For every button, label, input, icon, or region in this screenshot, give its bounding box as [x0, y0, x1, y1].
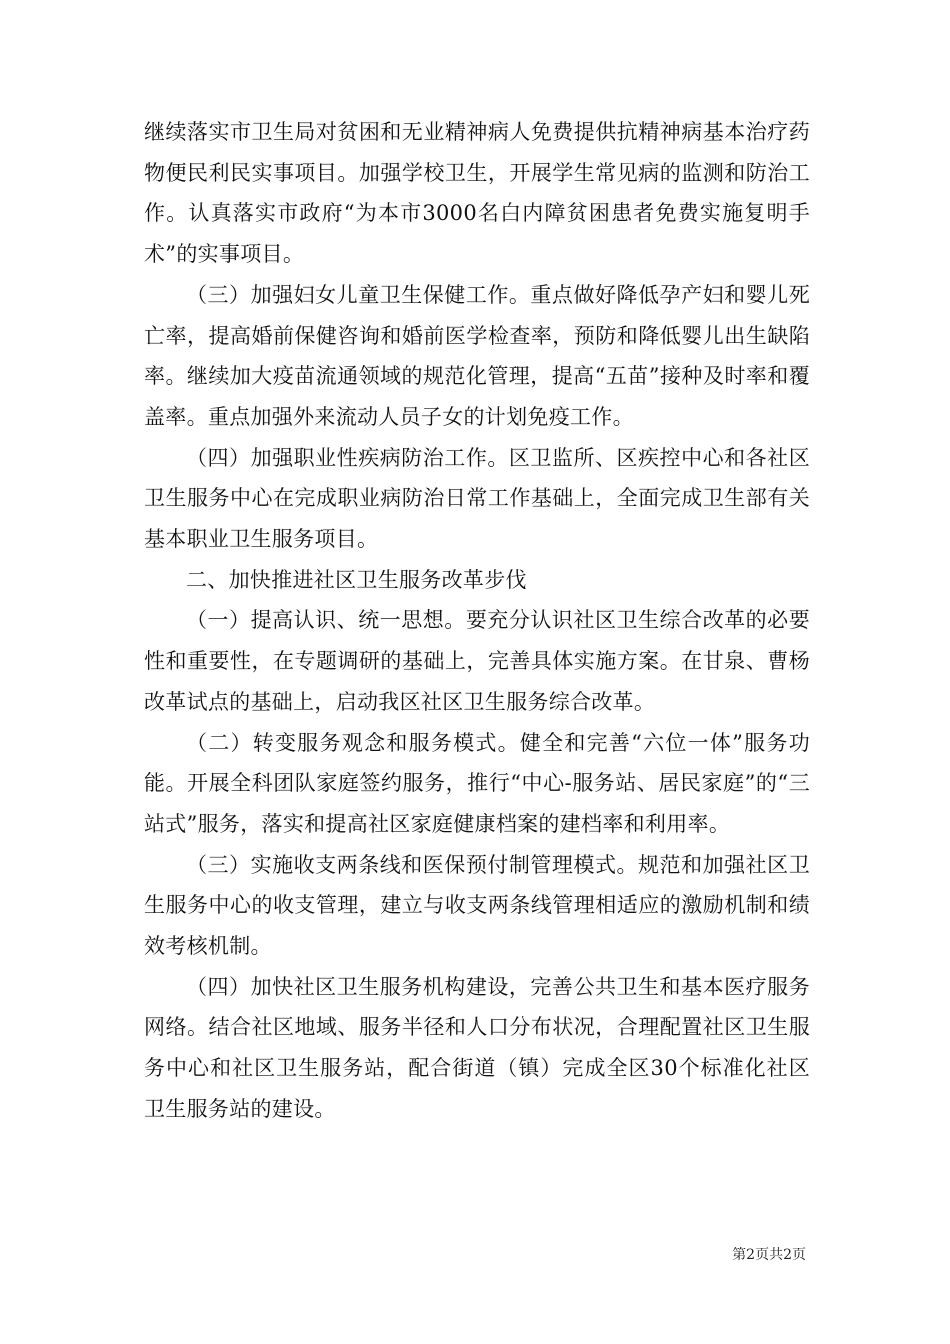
paragraph-occupational-disease: （四）加强职业性疾病防治工作。区卫监所、区疾控中心和各社区卫生服务中心在完成职业病防治日常工作基础上，全面完成卫生部有关基本职业卫生服务项目。: [144, 445, 810, 552]
document-body: [144, 112, 810, 1130]
paragraph-service-model: （二）转变服务观念和服务模式。健全和完善“六位一体”服务功能。开展全科团队家庭签约服务，推行“中心-服务站、居民家庭”的“三站式”服务，落实和提高社区家庭健康档案的建档率和利用率。: [144, 730, 810, 836]
section-heading-community-reform: 二、加快推进社区卫生服务改革步伐: [186, 567, 527, 592]
paragraph-institution-building: （四）加快社区卫生服务机构建设，完善公共卫生和基本医疗服务网络。结合社区地域、服务半径和人口分布状况，合理配置社区卫生服务中心和社区卫生服务站，配合街道（镇）完成全区30个标准化社区卫生服务站的建设。: [144, 974, 810, 1121]
paragraph-continuation: 继续落实市卫生局对贫困和无业精神病人免费提供抗精神病基本治疗药物便民利民实事项目。加强学校卫生，开展学生常见病的监测和防治工作。认真落实市政府“为本市3000名白内障贫困患者免费实施复明手术”的实事项目。: [144, 120, 810, 267]
page-number-footer: 第2页共2页: [732, 1247, 806, 1263]
paragraph-maternal-child-health: （三）加强妇女儿童卫生保健工作。重点做好降低孕产妇和婴儿死亡率，提高婚前保健咨询和婚前医学检查率，预防和降低婴儿出生缺陷率。继续加大疫苗流通领域的规范化管理，提高“五苗”接种及时率和覆盖率。重点加强外来流动人员子女的计划免疫工作。: [144, 282, 810, 429]
paragraph-budget-management: （三）实施收支两条线和医保预付制管理模式。规范和加强社区卫生服务中心的收支管理，建立与收支两条线管理相适应的激励机制和绩效考核机制。: [144, 852, 810, 959]
paragraph-raise-awareness: （一）提高认识、统一思想。要充分认识社区卫生综合改革的必要性和重要性，在专题调研的基础上，完善具体实施方案。在甘泉、曹杨改革试点的基础上，启动我区社区卫生服务综合改革。: [144, 608, 810, 714]
